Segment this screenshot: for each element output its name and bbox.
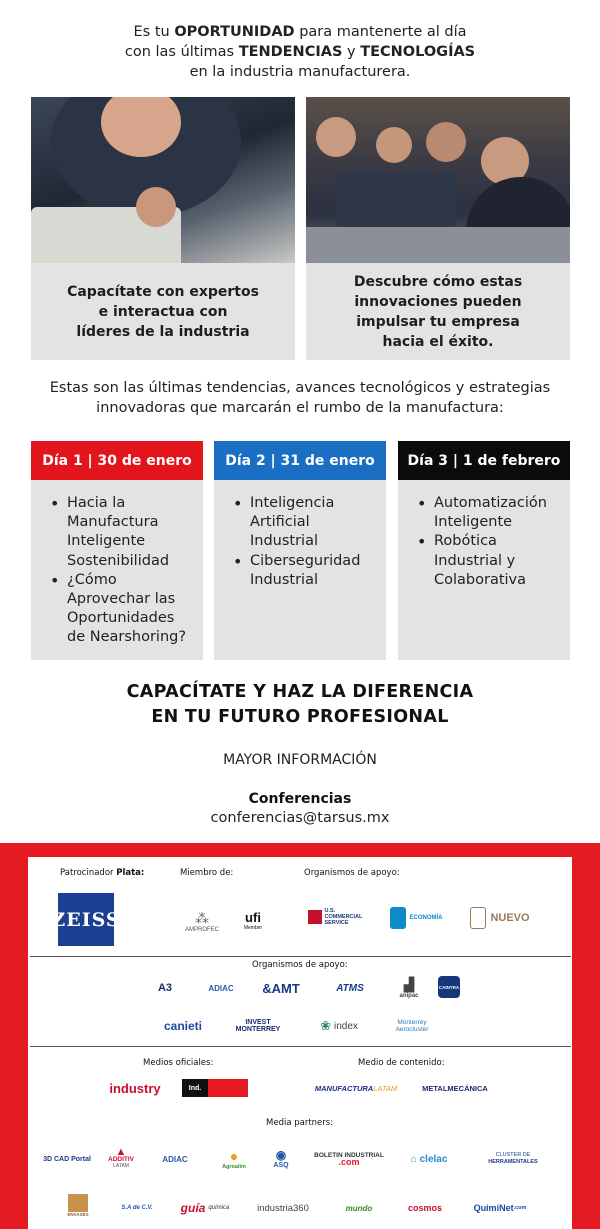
cosmos-logo[interactable]: cosmos (407, 1203, 442, 1213)
mundo-logo[interactable]: mundo (345, 1203, 373, 1213)
day-1-title: Día 1 | 30 de enero (31, 441, 203, 480)
expo-logo[interactable]: S.A de C.V. (121, 1205, 153, 1211)
asq-logo[interactable]: ◉ ASQ (273, 1147, 289, 1169)
topic-item: • Hacia la Manufactura Inteligente Sostenibilidad (49, 494, 197, 571)
additiv-latam-logo[interactable]: ▲ ADDITIV LATAM (108, 1145, 134, 1169)
atms-logo[interactable]: ATMS (336, 982, 364, 994)
caintra-logo[interactable]: CAINTRA (438, 976, 460, 998)
ufi-logo[interactable]: ufi Member (243, 909, 263, 931)
divider (30, 1046, 571, 1047)
3d-cad-portal-logo[interactable]: 3D CAD Portal (43, 1155, 91, 1163)
contact-label: Conferencias (248, 791, 352, 807)
industry-logo[interactable]: industry (109, 1080, 161, 1096)
nuevo-leon-logo[interactable]: NUEVO (466, 904, 534, 932)
us-commercial-service-logo[interactable]: U.S. COMMERCIAL SERVICE (305, 904, 367, 930)
card-caption-experts: Capacítate con expertos e interactua con líderes de la industria (31, 263, 295, 360)
topic-item: • Ciberseguridad Industrial (232, 552, 380, 590)
canieti-logo[interactable]: canieti (163, 1019, 202, 1033)
boletin-industrial-logo[interactable]: BOLETIN INDUSTRIAL .com (314, 1152, 384, 1167)
day-2-card (214, 441, 386, 660)
amprofec-logo[interactable]: ⁂ AMPROFEC (184, 909, 219, 933)
more-info-label: MAYOR INFORMACIÓN (223, 752, 377, 768)
ind-expansion-logo[interactable]: Ind. (182, 1079, 248, 1097)
label-content-media: Medio de contenido: (358, 1058, 445, 1068)
quiminet-logo[interactable]: QuimiNet .com (473, 1203, 527, 1213)
day-1-card (31, 441, 203, 660)
nl-economia-logo[interactable]: ECONOMÍA (387, 904, 445, 932)
trends-intro-text: Estas son las últimas tendencias, avances tecnológicos y estrategias innovadoras que marcarán el rumbo de la manufactura: (49, 380, 551, 416)
photo-conference-audience (306, 97, 570, 263)
cta-heading: CAPACÍTATE Y HAZ LA DIFERENCIA EN TU FUTURO PROFESIONAL (126, 682, 474, 727)
day-1-topics (31, 480, 203, 648)
day-2-topics (214, 480, 386, 590)
label-member-of: Miembro de: (180, 868, 234, 878)
intro-text: Es tu OPORTUNIDAD para mantenerte al día con las últimas TENDENCIAS y TECNOLOGÍAS en la industria manufacturera. (124, 24, 476, 80)
topic-item: • Inteligencia Artificial Industrial (232, 494, 380, 552)
topic-item: • Automatización Inteligente (416, 494, 564, 532)
contact-email-link[interactable]: conferencias@tarsus.mx (210, 810, 390, 826)
monterrey-aerocluster-logo[interactable]: Monterrey Aerocluster (395, 1018, 429, 1033)
day-2-title: Día 2 | 31 de enero (214, 441, 386, 480)
index-logo[interactable]: ❀ index (320, 1018, 358, 1033)
industria360-logo[interactable]: industria360 (257, 1202, 309, 1214)
label-official-media: Medios oficiales: (143, 1058, 214, 1068)
amt-logo[interactable]: &AMT (262, 980, 300, 996)
label-media-partners: Media partners: (266, 1118, 334, 1128)
day-3-topics (398, 480, 570, 590)
envases-logo[interactable]: ENVASES (64, 1190, 92, 1220)
topic-item: • Robótica Industrial y Colaborativa (416, 532, 564, 590)
anipac-logo[interactable]: ▟ anipac (399, 977, 419, 999)
metalmecanica-logo[interactable]: METALMECÁNICA (422, 1083, 488, 1093)
adiac-logo[interactable]: ADIAC (208, 983, 234, 993)
cluster-herramentales-logo[interactable]: CLUSTER DE HERRAMENTALES (488, 1152, 538, 1165)
label-support-orgs: Organismos de apoyo: (304, 868, 400, 878)
label-support-orgs-2: Organismos de apoyo: (252, 960, 348, 970)
a3-logo[interactable]: A3 (157, 982, 173, 994)
day-3-title: Día 3 | 1 de febrero (398, 441, 570, 480)
topic-item: • ¿Cómo Aprovechar las Oportunidades de Nearshoring? (49, 571, 197, 648)
adiac-media-logo[interactable]: ADIAC (162, 1154, 188, 1164)
clelac-logo[interactable]: ⌂ clelac (410, 1153, 448, 1165)
manufactura-latam-logo[interactable]: MANUFACTURA LATAM (314, 1083, 398, 1093)
invest-monterrey-logo[interactable]: INVEST MONTERREY (235, 1018, 281, 1033)
agroalim-logo[interactable]: ● Agroalim (222, 1148, 246, 1170)
photo-note-taking (31, 97, 295, 263)
label-silver-sponsor: Patrocinador Plata: (60, 868, 145, 878)
divider (30, 956, 571, 957)
day-3-card (398, 441, 570, 660)
card-caption-innovations: Descubre cómo estas innovaciones pueden impulsar tu empresa hacia el éxito. (306, 263, 570, 360)
guia-quimica-logo[interactable]: guía química (180, 1201, 230, 1215)
zeiss-logo[interactable]: ZEISS (58, 893, 114, 946)
